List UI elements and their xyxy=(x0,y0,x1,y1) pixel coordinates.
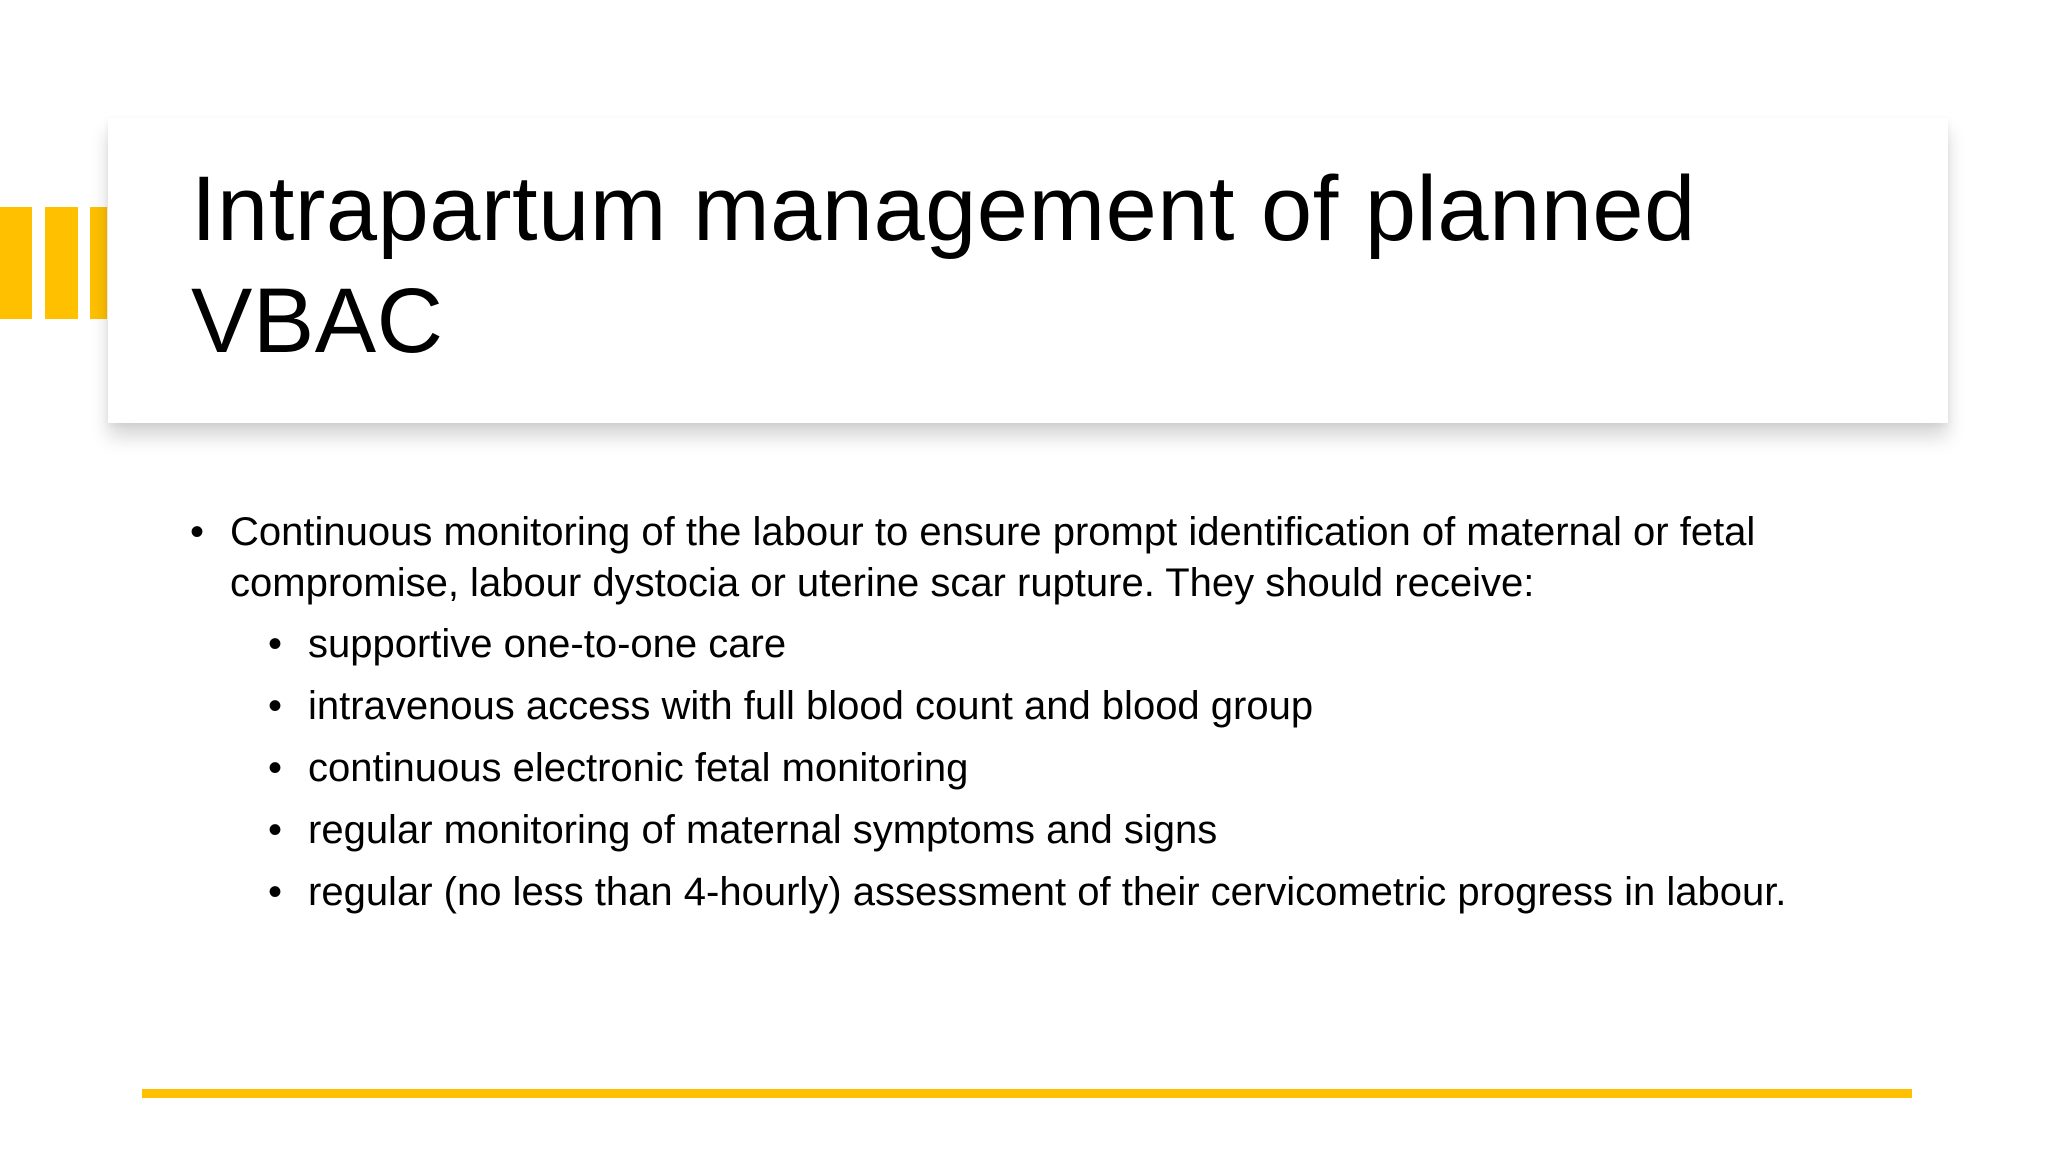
main-bullet-text: Continuous monitoring of the labour to ensure prompt identification of maternal or fetal compromise, labour dystocia or uterine scar rupture. They should receive: xyxy=(230,510,1756,605)
bullet-icon: • xyxy=(190,510,205,554)
sub-bullet xyxy=(190,743,1910,794)
sub-bullet xyxy=(190,867,1910,918)
bullet-icon: • xyxy=(268,870,283,914)
sub-bullet-text: supportive one-to-one care xyxy=(308,622,787,666)
slide-body xyxy=(190,507,1910,929)
bullet-icon: • xyxy=(268,622,283,666)
sub-bullet-text: continuous electronic fetal monitoring xyxy=(308,746,969,790)
accent-bar xyxy=(90,207,107,319)
sub-bullet xyxy=(190,619,1910,670)
sub-bullet-text: intravenous access with full blood count and blood group xyxy=(308,684,1314,728)
sub-bullet xyxy=(190,681,1910,732)
accent-bar xyxy=(0,207,32,319)
title-box xyxy=(108,118,1948,423)
sub-bullet-text: regular (no less than 4-hourly) assessment of their cervicometric progress in labour. xyxy=(308,870,1787,914)
sub-bullet-text: regular monitoring of maternal symptoms and signs xyxy=(308,808,1218,852)
title-line-1: Intrapartum management of planned xyxy=(191,158,1696,260)
slide-title xyxy=(191,153,1911,377)
bullet-icon: • xyxy=(268,746,283,790)
main-bullet xyxy=(190,507,1910,609)
bullet-icon: • xyxy=(268,684,283,728)
bullet-icon: • xyxy=(268,808,283,852)
sub-bullet xyxy=(190,805,1910,856)
accent-bar xyxy=(45,207,78,319)
bottom-accent-line xyxy=(142,1089,1912,1098)
sub-bullet-list xyxy=(190,619,1910,918)
title-line-2: VBAC xyxy=(191,270,444,372)
